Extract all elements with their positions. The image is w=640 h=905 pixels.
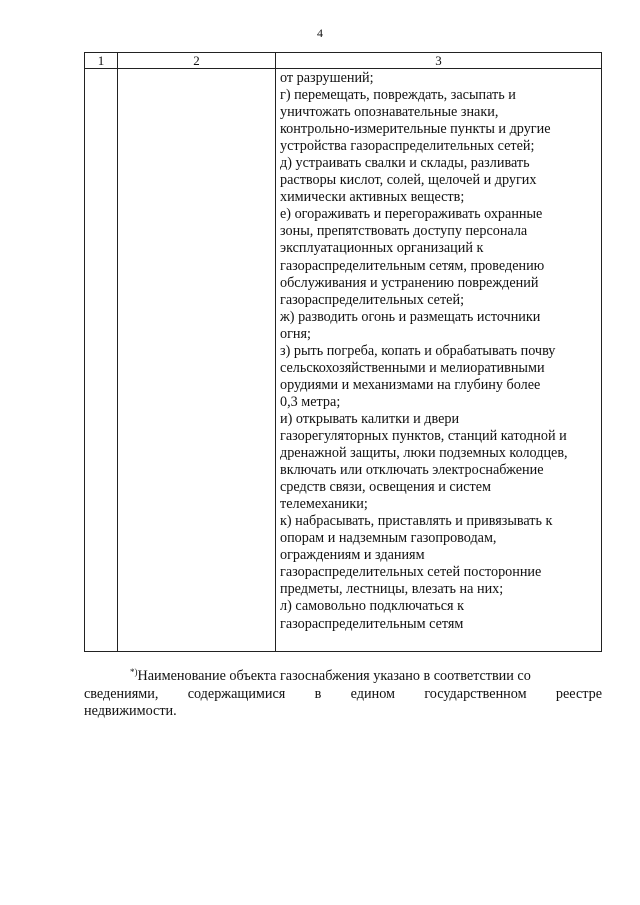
footnote — [84, 664, 602, 721]
text-line: от разрушений; — [280, 70, 374, 86]
text-line: е) огораживать и перегораживать охранные — [280, 206, 543, 223]
text-line: эксплуатационных организаций к — [280, 240, 484, 257]
text-line: опорам и надземным газопроводам, — [280, 530, 497, 547]
document-table — [84, 52, 602, 652]
text-line: обслуживания и устранению повреждений — [280, 274, 539, 291]
column-header-3: 3 — [276, 53, 602, 69]
text-line: уничтожать опознавательные знаки, — [280, 104, 499, 121]
text-line: газораспределительных сетей посторонние — [280, 564, 542, 581]
text-line: включать или отключать электроснабжение — [280, 462, 544, 479]
text-line: химически активных веществ; — [280, 189, 465, 206]
page-number: 4 — [317, 26, 323, 40]
restrictions-text — [276, 69, 601, 633]
text-line: г) перемещать, повреждать, засыпать и — [280, 87, 516, 104]
text-line: огня; — [280, 325, 311, 342]
footnote-line-1 — [84, 664, 602, 686]
column-header-1: 1 — [85, 53, 118, 69]
text-line: растворы кислот, солей, щелочей и других — [280, 172, 537, 189]
table-cell-col2 — [118, 69, 276, 652]
text-line: средств связи, освещения и систем — [280, 479, 492, 496]
text-line: телемеханики; — [280, 496, 368, 513]
text-line: 0,3 метра; — [280, 393, 341, 410]
table-cell-col3 — [276, 69, 602, 652]
text-line: контрольно-измерительные пункты и другие — [280, 121, 551, 138]
footnote-line-3: недвижимости. — [84, 703, 177, 719]
text-line: газораспределительным сетям — [280, 615, 464, 632]
footnote-text-1: Наименование объекта газоснабжения указано в соответствии со — [137, 668, 531, 684]
text-line: ж) разводить огонь и размещать источники — [280, 308, 541, 325]
text-line: л) самовольно подключаться к — [280, 598, 465, 615]
table-row — [85, 69, 602, 652]
text-line: предметы, лестницы, влезать на них; — [280, 581, 504, 598]
text-line: орудиями и механизмами на глубину более — [280, 376, 541, 393]
text-line: сельскохозяйственными и мелиоративными — [280, 359, 545, 376]
table-cell-col1 — [85, 69, 118, 652]
text-line: ограждениям и зданиям — [280, 547, 425, 564]
text-line: газораспределительных сетей; — [280, 291, 465, 308]
text-line: устройства газораспределительных сетей; — [280, 138, 535, 155]
footnote-line-2: сведениями, содержащимися в едином государственном реестре — [84, 685, 602, 702]
text-line: газорегуляторных пунктов, станций катодной и — [280, 427, 567, 444]
text-line: и) открывать калитки и двери — [280, 410, 460, 427]
footnote-marker: *) — [130, 667, 138, 677]
text-line: зоны, препятствовать доступу персонала — [280, 223, 528, 240]
table-header-row — [85, 53, 602, 69]
text-line: к) набрасывать, приставлять и привязывать к — [280, 513, 553, 530]
text-line: газораспределительным сетям, проведению — [280, 257, 545, 274]
text-line: з) рыть погреба, копать и обрабатывать почву — [280, 342, 556, 359]
text-line: дренажной защиты, люки подземных колодцев, — [280, 445, 568, 462]
text-line: д) устраивать свалки и склады, разливать — [280, 155, 530, 172]
column-header-2: 2 — [118, 53, 276, 69]
